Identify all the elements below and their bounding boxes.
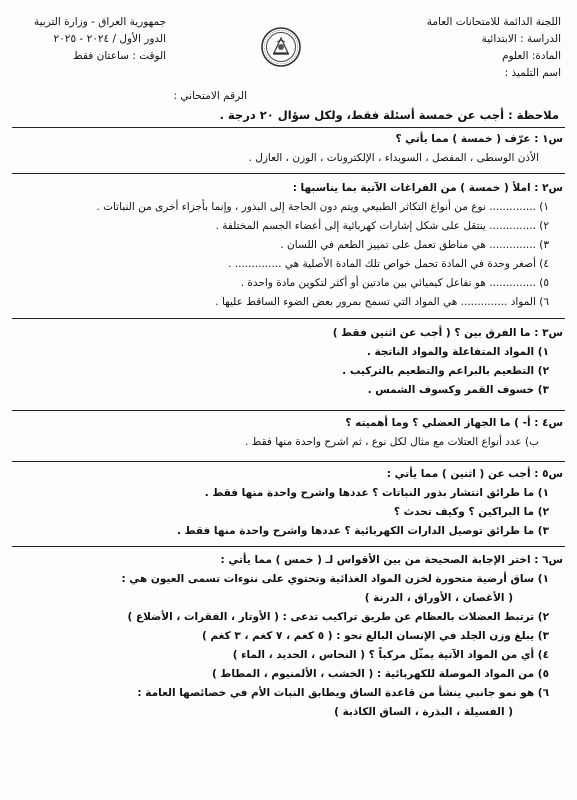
- question-6-item: ٥) من المواد الموصلة للكهربائية : ( الخشب ، الألمنيوم ، المطاط ): [211, 668, 549, 680]
- divider: [12, 410, 565, 411]
- question-1-terms: الأذن الوسطى ، المفصل ، السويداء ، الإلكترونات ، الوزن ، العازل .: [248, 152, 539, 164]
- header-committee-block: [427, 14, 561, 82]
- question-2-item: ٤) أصغر وحدة في المادة تحمل خواص تلك المادة الأصلية هي .............. .: [228, 258, 549, 270]
- exam-session: الدور الأول / ٢٠٢٤ - ٢٠٢٥: [53, 33, 167, 45]
- question-2-item: ٥) .............. هو تفاعل كيميائي بين مادتين أو أكثر لتكوين مادة واحدة .: [240, 277, 549, 289]
- question-2-title: س٢ : املأ ( خمسة ) من الفراغات الآتية بما يناسبها :: [292, 182, 563, 194]
- question-2-item: ١) .............. نوع من أنواع التكاثر الطبيعي ويتم دون الحاجة إلى البذور ، وإنما بأجزاء أخرى من النباتات .: [96, 201, 549, 213]
- question-3-item: ١) المواد المتفاعلة والمواد الناتجة .: [366, 346, 549, 358]
- student-name-label: اسم التلميذ :: [504, 67, 561, 79]
- question-5: [16, 465, 563, 541]
- ministry-seal-icon: [260, 26, 302, 68]
- header-ministry-block: [34, 14, 166, 65]
- question-6-item: ٦) هو نمو جانبي ينشأ من قاعدة الساق ويطابق النبات الأم في خصائصها العامة :: [137, 687, 549, 699]
- question-5-item: ٢) ما البراكين ؟ وكيف تحدث ؟: [393, 506, 549, 518]
- divider: [12, 127, 565, 128]
- question-6-choices: ( الفسيلة ، البذرة ، الساق الكاذبة ): [334, 706, 513, 718]
- committee-name: اللجنة الدائمة للامتحانات العامة: [426, 16, 561, 28]
- divider: [12, 173, 565, 174]
- question-6-title: س٦ : اختر الإجابة الصحيحة من بين الأقواس لـ ( خمس ) مما يأتي :: [220, 554, 563, 566]
- question-5-item: ١) ما طرائق انتشار بذور النباتات ؟ عددها واشرح واحدة منها فقط .: [204, 487, 549, 499]
- question-3: [16, 324, 563, 400]
- question-2-item: ٣) .............. هي مناطق تعمل على تمييز الطعم في اللسان .: [280, 239, 549, 251]
- divider: [12, 318, 565, 319]
- question-4: [16, 414, 563, 452]
- question-4-part-b: ب) عدد أنواع العتلات مع مثال لكل نوع ، ثم اشرح واحدة منها فقط .: [244, 436, 539, 448]
- instructions-note: ملاحظة : أجب عن خمسة أسئلة فقط، ولكل سؤال ٢٠ درجة .: [219, 108, 559, 122]
- divider: [12, 461, 565, 462]
- study-level: الدراسة : الابتدائية: [481, 33, 561, 45]
- question-2: [16, 179, 563, 312]
- question-6-item: ٢) ترتبط العضلات بالعظام عن طريق تراكيب تدعى : ( الأوتار ، الفقرات ، الأضلاع ): [127, 611, 549, 623]
- subject: المادة: العلوم: [501, 50, 561, 62]
- question-1: [16, 130, 563, 168]
- question-4-title: س٤ : أ- ) ما الجهاز العضلي ؟ وما أهميته ؟: [345, 417, 563, 429]
- question-6-item: ٤) أي من المواد الآتية يمثّل مركباً ؟ ( النحاس ، الحديد ، الماء ): [232, 649, 549, 661]
- question-6: [16, 551, 563, 722]
- ministry-name: جمهورية العراق - وزارة التربية: [34, 16, 167, 28]
- exam-number-label: الرقم الامتحاني :: [173, 90, 247, 102]
- question-5-title: س٥ : أجب عن ( اثنين ) مما يأتي :: [386, 468, 563, 480]
- question-3-title: س٣ : ما الفرق بين ؟ ( أجب عن اثنين فقط ): [332, 327, 563, 339]
- divider: [12, 546, 565, 547]
- question-6-choices: ( الأغصان ، الأوراق ، الدرنة ): [364, 592, 513, 604]
- question-1-title: س١ : عرّف ( خمسة ) مما يأتي ؟: [395, 133, 563, 145]
- exam-time: الوقت : ساعتان فقط: [73, 50, 167, 62]
- question-6-item: ١) ساق أرضية متحورة لخزن المواد الغذائية وتحتوي على نتوءات تسمى العيون هي :: [121, 573, 549, 585]
- question-5-item: ٣) ما طرائق توصيل الدارات الكهربائية ؟ عددها واشرح واحدة منها فقط .: [176, 525, 549, 537]
- question-6-item: ٣) يبلغ وزن الجلد في الإنسان البالغ نحو : ( ٥ كغم ، ٧ كغم ، ٣ كغم ): [201, 630, 549, 642]
- question-3-item: ٢) التطعيم بالبراعم والتطعيم بالتركيب .: [342, 365, 549, 377]
- question-2-item: ٢) .............. ينتقل على شكل إشارات كهربائية إلى أعضاء الجسم المختلفة .: [215, 220, 549, 232]
- question-3-item: ٣) خسوف القمر وكسوف الشمس .: [367, 384, 549, 396]
- question-2-item: ٦) المواد .............. هي المواد التي تسمح بمرور بعض الضوء الساقط عليها .: [215, 296, 549, 308]
